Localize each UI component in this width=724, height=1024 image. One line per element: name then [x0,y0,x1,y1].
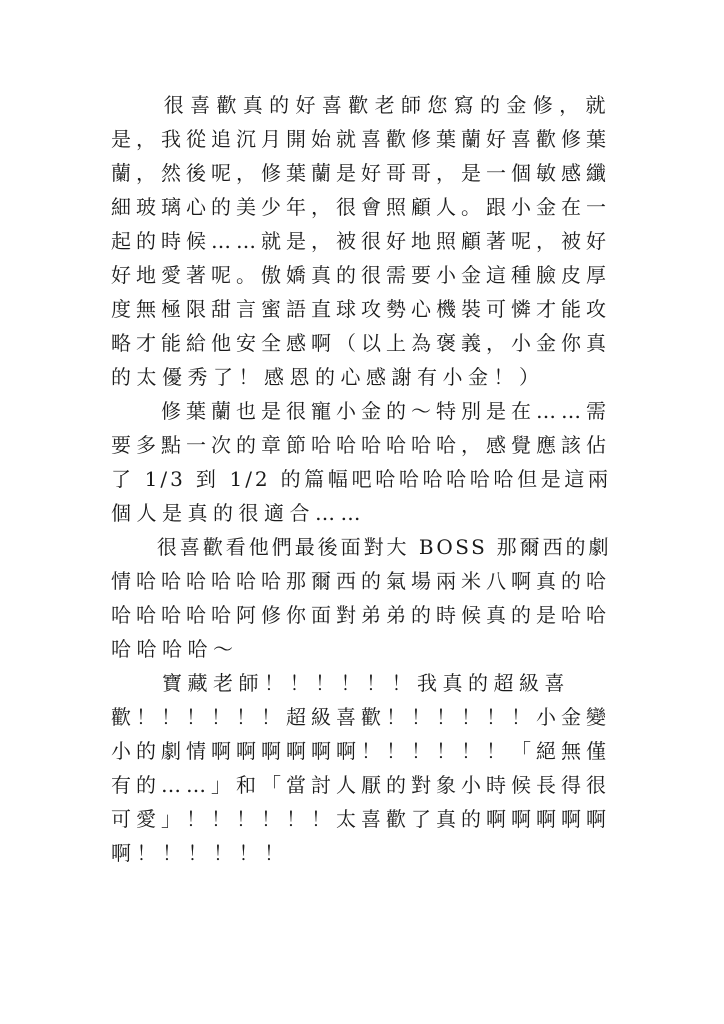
paragraph-2-line-2: 要多點一次的章節哈哈哈哈哈哈，感覺應該佔 [111,433,611,457]
paragraph-1-line-5: 起的時候……就是，被很好地照顧著呢，被好 [111,229,611,253]
paragraph-3-line-2: 情哈哈哈哈哈哈那爾西的氣場兩米八啊真的哈 [111,569,611,593]
paragraph-2-line-3: 了 1/3 到 1/2 的篇幅吧哈哈哈哈哈哈但是這兩 [111,467,611,491]
paragraph-4-line-6: 啊！！！！！！ [111,841,290,865]
paragraph-2-line-4: 個人是真的很適合…… [111,501,366,525]
paragraph-1-line-1: 很喜歡真的好喜歡老師您寫的金修，就 [111,93,611,117]
paragraph-1-line-2: 是，我從追沉月開始就喜歡修葉蘭好喜歡修葉 [111,127,611,151]
paragraph-4-line-5: 可愛」！！！！！！太喜歡了真的啊啊啊啊啊 [111,807,611,831]
paragraph-4-line-3: 小的劇情啊啊啊啊啊啊！！！！！！「絕無僅 [111,739,611,763]
paragraph-4-line-4: 有的……」和「當討人厭的對象小時候長得很 [111,773,611,797]
paragraph-1-line-8: 略才能給他安全感啊（以上為褒義，小金你真 [111,331,611,355]
paragraph-1-line-7: 度無極限甜言蜜語直球攻勢心機裝可憐才能攻 [111,297,611,321]
paragraph-4-line-1: 寶藏老師！！！！！！我真的超級喜 [111,671,570,695]
paragraph-3-line-4: 哈哈哈哈～ [111,637,239,661]
paragraph-1-line-9: 的太優秀了！感恩的心感謝有小金！） [111,365,545,389]
paragraph-2-line-1: 修葉蘭也是很寵小金的～特別是在……需 [111,399,611,423]
paragraph-4-line-2: 歡！！！！！！超級喜歡！！！！！！小金變 [111,705,611,729]
paragraph-3-line-1: 很喜歡看他們最後面對大 BOSS 那爾西的劇 [111,535,611,559]
paragraph-1-line-6: 好地愛著呢。傲嬌真的很需要小金這種臉皮厚 [111,263,611,287]
paragraph-1-line-4: 細玻璃心的美少年，很會照顧人。跟小金在一 [111,195,611,219]
paragraph-3-line-3: 哈哈哈哈哈阿修你面對弟弟的時候真的是哈哈 [111,603,611,627]
paragraph-1-line-3: 蘭，然後呢，修葉蘭是好哥哥，是一個敏感纖 [111,161,611,185]
